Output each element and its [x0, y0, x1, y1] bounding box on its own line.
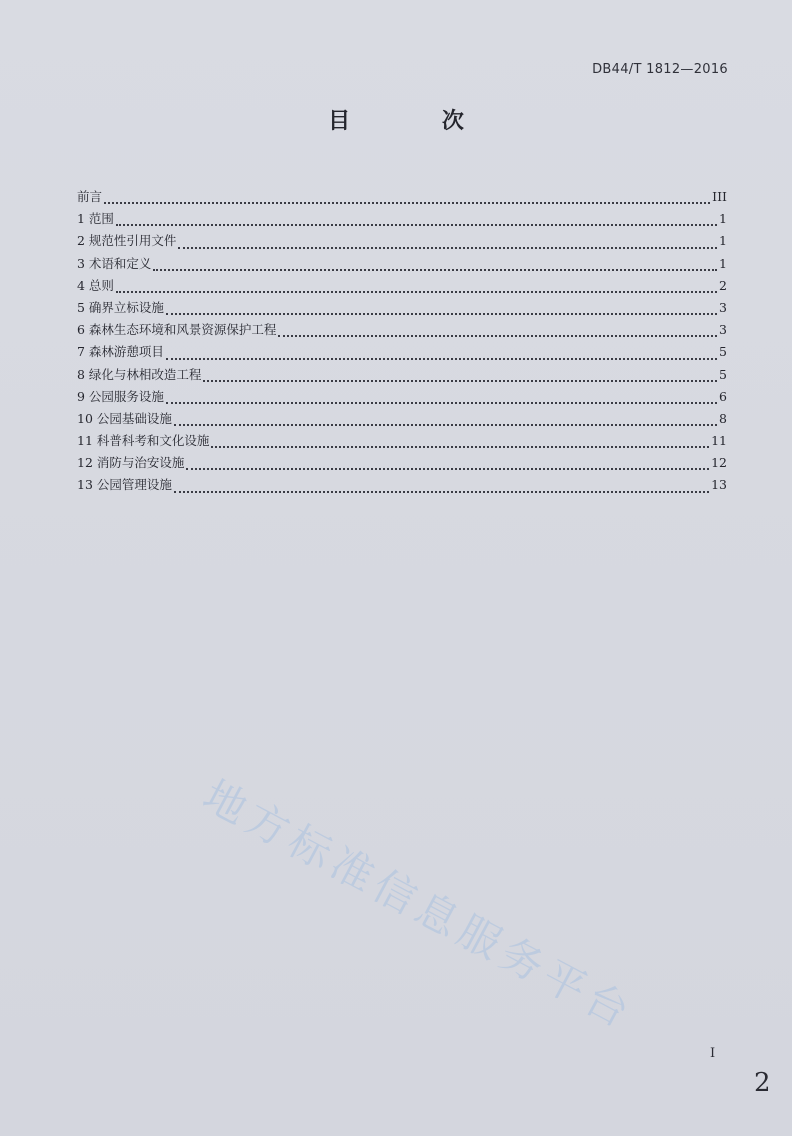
toc-entry-page: 11	[711, 433, 727, 449]
toc-entry-7[interactable]	[77, 341, 727, 363]
toc-entry-page: 3	[719, 299, 727, 315]
toc-entry-3[interactable]	[77, 253, 727, 275]
toc-leader-dots	[174, 423, 717, 426]
toc-entry-label: 4 总则	[77, 277, 114, 293]
table-of-contents	[77, 186, 727, 497]
toc-entry-page: 3	[719, 322, 727, 338]
toc-leader-dots	[166, 357, 717, 360]
document-code: DB44/T 1812—2016	[592, 62, 728, 77]
toc-entry-2[interactable]	[77, 230, 727, 252]
toc-entry-10[interactable]	[77, 408, 727, 430]
toc-entry-label: 13 公园管理设施	[77, 477, 172, 493]
toc-entry-page: III	[712, 189, 727, 204]
toc-entry-foreword[interactable]	[77, 186, 727, 208]
toc-entry-label: 3 术语和定义	[77, 255, 152, 271]
toc-entry-page: 6	[719, 388, 727, 404]
watermark: 地方标准信息服务平台	[195, 770, 643, 1040]
toc-entry-page: 1	[719, 255, 727, 271]
toc-leader-dots	[186, 467, 709, 470]
toc-entry-12[interactable]	[77, 452, 727, 474]
toc-entry-label: 6 森林生态环境和风景资源保护工程	[77, 322, 277, 338]
toc-entry-5[interactable]	[77, 297, 727, 319]
toc-entry-page: 5	[719, 344, 727, 360]
toc-entry-8[interactable]	[77, 364, 727, 386]
toc-leader-dots	[166, 312, 717, 315]
toc-entry-label: 7 森林游憩项目	[77, 344, 164, 360]
toc-entry-page: 1	[719, 233, 727, 249]
toc-leader-dots	[116, 290, 717, 293]
toc-entry-label: 9 公园服务设施	[77, 388, 164, 404]
toc-entry-label: 12 消防与治安设施	[77, 455, 185, 471]
toc-entry-label: 8 绿化与林相改造工程	[77, 366, 202, 382]
toc-entry-9[interactable]	[77, 386, 727, 408]
toc-entry-label: 10 公园基础设施	[77, 410, 172, 426]
toc-entry-label: 1 范围	[77, 211, 114, 227]
toc-leader-dots	[166, 401, 717, 404]
toc-entry-page: 8	[719, 410, 727, 426]
toc-entry-page: 13	[711, 477, 727, 493]
toc-entry-label: 前言	[77, 189, 103, 204]
toc-leader-dots	[174, 490, 709, 493]
toc-entry-page: 12	[711, 455, 727, 471]
toc-entry-13[interactable]	[77, 474, 727, 496]
toc-entry-page: 5	[719, 366, 727, 382]
toc-entry-label: 5 确界立标设施	[77, 299, 164, 315]
stamp-number: 2	[754, 1068, 771, 1098]
toc-entry-label: 11 科普科考和文化设施	[77, 433, 210, 449]
toc-leader-dots	[211, 445, 709, 448]
toc-entry-4[interactable]	[77, 275, 727, 297]
toc-entry-6[interactable]	[77, 319, 727, 341]
toc-entry-page: 1	[719, 211, 727, 227]
toc-leader-dots	[104, 201, 710, 204]
toc-leader-dots	[278, 334, 717, 337]
toc-entry-1[interactable]	[77, 208, 727, 230]
page-title: 目 次	[328, 109, 506, 134]
toc-leader-dots	[116, 223, 717, 226]
page-number: I	[710, 1046, 716, 1061]
toc-entry-11[interactable]	[77, 430, 727, 452]
toc-leader-dots	[153, 268, 717, 271]
toc-entry-page: 2	[719, 277, 727, 293]
toc-entry-label: 2 规范性引用文件	[77, 233, 177, 249]
toc-leader-dots	[178, 246, 717, 249]
toc-leader-dots	[203, 379, 717, 382]
